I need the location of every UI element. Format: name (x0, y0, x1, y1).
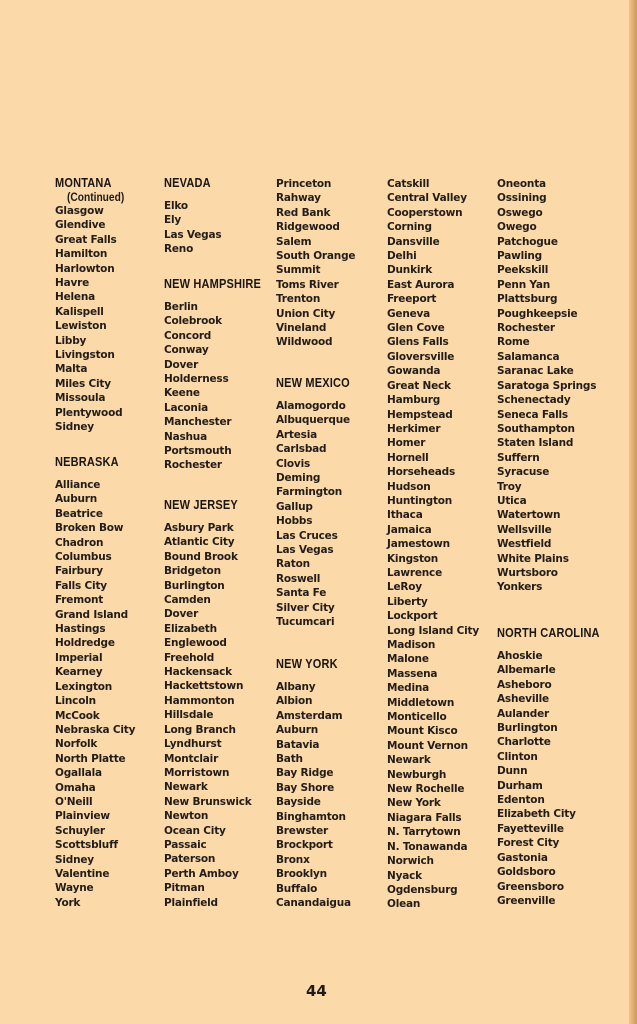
city-name: Fayetteville (497, 822, 564, 835)
city-name: Ossining (497, 192, 547, 205)
city-name: Princeton (276, 178, 332, 190)
city-name: Fremont (55, 594, 104, 607)
state-heading: NORTH CAROLINA (497, 626, 600, 640)
city-name: Valentine (55, 867, 110, 880)
city-name: LeRoy (387, 581, 422, 594)
city-name: Red Bank (276, 206, 331, 219)
city-name: Geneva (387, 307, 431, 320)
city-name: Hempstead (387, 408, 453, 421)
city-list (497, 649, 614, 908)
city-name: Greensboro (497, 880, 564, 893)
city-name: Dover (164, 608, 199, 621)
city-name: Herkimer (387, 422, 441, 435)
city-name: Bath (276, 753, 303, 766)
city-name: Kalispell (55, 305, 104, 318)
city-name: N. Tonawanda (387, 840, 468, 853)
city-name: Ogallala (55, 767, 102, 780)
city-list (497, 177, 596, 595)
city-name: Batavia (276, 738, 320, 751)
city-list (55, 478, 135, 910)
city-name: Rochester (497, 322, 555, 335)
city-name: Missoula (55, 392, 106, 405)
city-name: Beatrice (55, 507, 103, 520)
city-name: Deming (276, 472, 321, 485)
city-name: Reno (164, 243, 194, 256)
state-block-new-york-continued (387, 177, 479, 912)
city-name: Nashua (164, 430, 207, 443)
city-name: Sidney (55, 421, 94, 434)
city-name: Hammonton (164, 694, 235, 707)
city-name: Farmington (276, 486, 343, 499)
city-name: New Rochelle (387, 783, 465, 796)
city-name: Passaic (164, 838, 207, 851)
city-name: Dover (164, 358, 199, 371)
city-name: Newark (164, 781, 208, 794)
city-name: Dunn (497, 765, 528, 778)
city-name: Canandaigua (276, 897, 351, 910)
city-name: Catskill (387, 178, 430, 190)
city-name: White Plains (497, 552, 569, 565)
city-name: Colebrook (164, 315, 222, 328)
city-name: Ocean City (164, 824, 226, 837)
city-name: Hackensack (164, 666, 232, 679)
city-name: Madison (387, 639, 436, 651)
city-list (55, 204, 134, 435)
city-name: Utica (497, 494, 527, 507)
city-name: Grand Island (55, 608, 128, 621)
city-name: Columbus (55, 551, 112, 564)
city-name: Long Island City (387, 624, 480, 637)
city-name: Auburn (55, 493, 98, 506)
city-name: Montclair (164, 752, 219, 765)
city-name: Lockport (387, 610, 438, 623)
city-list (164, 300, 274, 473)
page-number: 44 (306, 982, 327, 1000)
city-name: Elizabeth City (497, 808, 576, 821)
city-name: N. Tarrytown (387, 826, 461, 839)
city-name: Silver City (276, 601, 335, 614)
city-name: Gowanda (387, 365, 441, 378)
city-name: Niagara Falls (387, 811, 462, 824)
city-name: Holdredge (55, 637, 115, 650)
city-name: Perth Amboy (164, 867, 239, 880)
city-name: Long Branch (164, 723, 236, 736)
city-name: Bronx (276, 853, 310, 866)
city-name: Elizabeth (164, 622, 217, 635)
city-name: Omaha (55, 781, 96, 794)
city-name: Wayne (55, 882, 94, 895)
city-name: Suffern (497, 451, 540, 464)
state-block-new-jersey (164, 498, 252, 910)
city-name: New York (387, 797, 441, 810)
city-name: Troy (497, 480, 522, 493)
city-name: Saranac Lake (497, 365, 574, 378)
city-name: Great Falls (55, 233, 117, 246)
city-name: Trenton (276, 293, 321, 306)
city-name: Burlington (497, 722, 558, 735)
city-name: Vineland (276, 322, 327, 335)
city-name: Albany (276, 681, 316, 693)
city-name: Delhi (387, 250, 417, 263)
city-name: Cooperstown (387, 206, 463, 219)
city-name: Artesia (276, 428, 317, 441)
city-name: Norfolk (55, 738, 98, 751)
city-name: Wellsville (497, 523, 552, 536)
city-name: Hobbs (276, 515, 313, 528)
city-name: Edenton (497, 794, 545, 807)
state-block-new-york-continued-2 (497, 177, 596, 595)
city-name: Salem (276, 235, 312, 248)
city-name: Manchester (164, 416, 232, 429)
city-list (276, 177, 355, 350)
city-name: Keene (164, 387, 200, 400)
city-name: Broken Bow (55, 522, 124, 535)
city-name: Bay Shore (276, 781, 335, 794)
city-name: Horseheads (387, 466, 455, 479)
city-list (164, 199, 221, 257)
city-name: Pawling (497, 250, 542, 263)
city-name: Hackettstown (164, 680, 244, 693)
city-name: Sidney (55, 853, 94, 866)
city-name: Harlowton (55, 262, 115, 275)
city-name: Livingston (55, 349, 115, 362)
city-name: Buffalo (276, 882, 318, 895)
city-name: Albemarle (497, 664, 556, 677)
city-name: Amsterdam (276, 709, 343, 722)
city-name: Laconia (164, 401, 208, 414)
city-name: Middletown (387, 696, 455, 709)
city-name: O'Neill (55, 795, 93, 808)
city-name: Medina (387, 682, 430, 695)
city-name: Newton (164, 810, 209, 823)
city-name: York (55, 896, 81, 909)
page-edge-shadow (629, 0, 637, 1024)
city-name: Bridgeton (164, 565, 221, 578)
city-name: Peekskill (497, 264, 549, 277)
city-name: Camden (164, 594, 211, 607)
city-name: Ridgewood (276, 221, 340, 234)
city-name: Ogdensburg (387, 883, 458, 896)
city-name: Saratoga Springs (497, 379, 597, 392)
city-name: Mount Kisco (387, 725, 458, 738)
city-name: Las Vegas (276, 544, 334, 557)
state-heading: NEW MEXICO (276, 376, 350, 390)
city-name: Schenectady (497, 394, 571, 407)
city-name: Albion (276, 695, 313, 708)
city-name: Bayside (276, 796, 321, 809)
city-name: Binghamton (276, 810, 346, 823)
city-name: Alamogordo (276, 400, 346, 412)
city-name: Brockport (276, 839, 333, 852)
city-name: Lyndhurst (164, 738, 222, 751)
city-name: Charlotte (497, 736, 551, 749)
city-name: Salamanca (497, 350, 560, 363)
city-name: Falls City (55, 579, 107, 592)
city-name: Libby (55, 334, 87, 347)
city-name: Brewster (276, 825, 328, 838)
city-name: Wurtsboro (497, 566, 558, 579)
city-name: Yonkers (497, 581, 543, 594)
city-name: Great Neck (387, 379, 451, 392)
state-heading: NEW HAMPSHIRE (164, 277, 262, 291)
city-name: Plentywood (55, 406, 123, 419)
city-name: Lincoln (55, 695, 96, 708)
city-name: Jamestown (387, 538, 450, 551)
city-name: Hastings (55, 623, 106, 636)
state-heading: NEW YORK (276, 657, 338, 671)
city-name: Santa Fe (276, 587, 327, 600)
city-name: Clinton (497, 750, 538, 763)
city-name: Newark (387, 754, 431, 767)
state-block-nevada (164, 176, 221, 257)
city-name: Owego (497, 221, 537, 234)
city-name: Penn Yan (497, 278, 551, 291)
city-name: Summit (276, 264, 321, 277)
city-name: Nebraska City (55, 723, 136, 736)
city-name: Elko (164, 200, 188, 212)
city-name: Homer (387, 437, 426, 450)
city-name: Portsmouth (164, 445, 232, 458)
city-name: Watertown (497, 509, 561, 522)
city-name: Albuquerque (276, 414, 350, 427)
state-block-new-mexico (276, 376, 360, 630)
city-name: Ithaca (387, 509, 423, 522)
city-name: Gastonia (497, 851, 548, 864)
city-name: Atlantic City (164, 536, 235, 549)
city-name: Seneca Falls (497, 408, 568, 421)
city-name: Bound Brook (164, 550, 238, 563)
city-name: Imperial (55, 651, 103, 664)
city-name: Scottsbluff (55, 839, 118, 852)
city-name: Plattsburg (497, 293, 558, 306)
state-block-new-york (276, 657, 351, 911)
city-name: Jamaica (387, 523, 432, 536)
state-heading: MONTANA (55, 176, 112, 190)
city-name: Asbury Park (164, 522, 234, 534)
city-name: Hudson (387, 480, 431, 493)
city-name: Mount Vernon (387, 739, 468, 752)
city-name: Rahway (276, 192, 321, 205)
city-name: Bay Ridge (276, 767, 334, 780)
city-name: Schuyler (55, 824, 105, 837)
city-name: Kearney (55, 666, 103, 679)
city-name: Carlsbad (276, 443, 327, 456)
city-name: Staten Island (497, 437, 574, 450)
city-name: Las Cruces (276, 529, 338, 542)
city-name: Berlin (164, 301, 198, 313)
city-name: Asheboro (497, 678, 552, 691)
city-name: Gloversville (387, 350, 455, 363)
state-block-north-carolina (497, 626, 614, 908)
city-name: Freeport (387, 293, 437, 306)
city-name: Huntington (387, 494, 453, 507)
city-name: Dansville (387, 235, 440, 248)
city-name: Las Vegas (164, 228, 222, 241)
city-name: Alliance (55, 479, 101, 491)
city-list (164, 521, 252, 910)
city-name: Pitman (164, 882, 205, 895)
city-name: Glendive (55, 219, 106, 232)
city-name: Lewiston (55, 320, 107, 333)
city-name: Hamilton (55, 248, 108, 261)
city-name: Miles City (55, 377, 111, 390)
city-name: Hamburg (387, 394, 441, 407)
state-heading: NEW JERSEY (164, 498, 238, 512)
city-name: New Brunswick (164, 795, 252, 808)
city-list (276, 399, 360, 630)
city-name: Syracuse (497, 466, 550, 479)
city-name: Plainfield (164, 896, 218, 909)
city-name: Westfield (497, 538, 552, 551)
city-name: Auburn (276, 724, 319, 737)
city-name: Englewood (164, 637, 227, 650)
city-name: Aulander (497, 707, 549, 720)
state-block-new-jersey-continued (276, 177, 355, 350)
city-name: Helena (55, 291, 95, 304)
city-name: Morristown (164, 766, 230, 779)
city-name: Paterson (164, 853, 216, 866)
city-name: Gallup (276, 500, 313, 513)
city-name: Monticello (387, 711, 447, 724)
city-name: South Orange (276, 250, 356, 263)
city-name: Greenville (497, 894, 556, 907)
city-name: Wildwood (276, 336, 333, 349)
city-name: Central Valley (387, 192, 467, 205)
city-name: Oswego (497, 206, 543, 219)
city-name: Oneonta (497, 178, 546, 190)
state-block-new-hampshire (164, 277, 274, 473)
city-name: Newburgh (387, 768, 447, 781)
city-list (387, 177, 479, 912)
city-name: Liberty (387, 595, 428, 608)
city-name: Olean (387, 898, 421, 911)
city-name: Glen Cove (387, 322, 445, 335)
city-name: Malta (55, 363, 88, 376)
city-name: Raton (276, 558, 310, 571)
city-name: Ahoskie (497, 650, 543, 662)
city-name: Asheville (497, 693, 549, 706)
city-name: McCook (55, 709, 100, 722)
city-name: Rome (497, 336, 530, 349)
city-name: Dunkirk (387, 264, 433, 277)
city-name: Hornell (387, 451, 429, 464)
city-name: Nyack (387, 869, 422, 882)
city-list (276, 680, 351, 911)
city-name: Forest City (497, 837, 560, 850)
city-name: Plainview (55, 810, 110, 823)
city-name: Tucumcari (276, 616, 335, 629)
city-name: Concord (164, 329, 212, 342)
city-name: Goldsboro (497, 866, 556, 879)
city-name: North Platte (55, 752, 126, 765)
city-name: Corning (387, 221, 432, 234)
city-name: Burlington (164, 579, 225, 592)
city-name: Kingston (387, 552, 439, 565)
city-name: Conway (164, 344, 209, 357)
state-heading: NEVADA (164, 176, 211, 190)
city-name: Toms River (276, 278, 339, 291)
city-name: Glens Falls (387, 336, 449, 349)
city-name: Glasgow (55, 205, 104, 217)
city-name: Ely (164, 214, 182, 227)
city-name: Lawrence (387, 566, 442, 579)
city-name: Chadron (55, 536, 104, 549)
city-name: Malone (387, 653, 429, 666)
city-name: Rochester (164, 459, 222, 472)
state-heading: NEBRASKA (55, 455, 119, 469)
city-name: Massena (387, 667, 438, 680)
city-name: Roswell (276, 572, 321, 585)
city-name: Freehold (164, 651, 215, 664)
state-subheading: (Continued) (67, 190, 125, 204)
city-name: Southampton (497, 422, 575, 435)
city-name: Union City (276, 307, 336, 320)
city-name: Havre (55, 277, 90, 290)
city-name: Fairbury (55, 565, 103, 578)
state-block-nebraska (55, 455, 135, 910)
city-name: Holderness (164, 373, 229, 386)
city-name: Patchogue (497, 235, 558, 248)
city-name: Clovis (276, 457, 311, 470)
city-name: East Aurora (387, 278, 455, 291)
city-name: Lexington (55, 680, 113, 693)
state-block-montana (55, 176, 134, 435)
city-name: Norwich (387, 855, 434, 868)
city-name: Brooklyn (276, 868, 327, 881)
city-name: Poughkeepsie (497, 307, 578, 320)
city-name: Hillsdale (164, 709, 214, 722)
city-name: Durham (497, 779, 543, 792)
